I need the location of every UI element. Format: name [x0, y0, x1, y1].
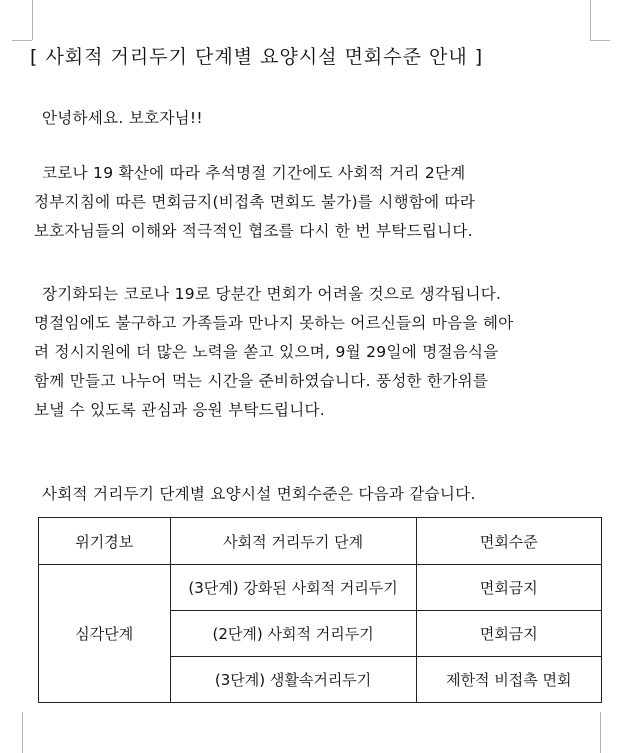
visit-level-cell: 면회금지: [416, 611, 601, 657]
greeting: 안녕하세요. 보호자님!!: [42, 109, 203, 127]
table-row: [39, 565, 602, 611]
stage-cell: (3단계) 생활속거리두기: [170, 657, 416, 703]
visit-level-cell: 제한적 비접촉 면회: [416, 657, 601, 703]
page-corner-mark: [590, 0, 601, 40]
alert-level-cell: 심각단계: [39, 565, 171, 703]
page-corner-mark: [600, 712, 601, 753]
page-corner-mark: [22, 0, 33, 40]
paragraph-line: 함께 만들고 나누어 먹는 시간을 준비하였습니다. 풍성한 한가위를: [34, 372, 489, 390]
page-corner-mark: [22, 712, 23, 753]
paragraph-line: 장기화되는 코로나 19로 당분간 면회가 어려울 것으로 생각됩니다.: [42, 285, 502, 303]
table-header-row: [39, 518, 602, 565]
paragraph-chuseok-notice: [34, 280, 514, 425]
paragraph-line: 명절임에도 불구하고 가족들과 만나지 못하는 어르신들의 마음을 헤아: [34, 314, 514, 332]
paragraph-line: 코로나 19 확산에 따라 추석명절 기간에도 사회적 거리 2단계: [42, 164, 466, 182]
paragraph-line: 보호자님들의 이해와 적극적인 협조를 다시 한 번 부탁드립니다.: [34, 222, 473, 240]
page-corner-mark: [590, 40, 610, 41]
stage-cell: (2단계) 사회적 거리두기: [170, 611, 416, 657]
paragraph-line: 정부지침에 따른 면회금지(비접촉 면회도 불가)를 시행함에 따라: [34, 193, 476, 211]
header-visit-level: 면회수준: [416, 518, 601, 565]
header-distancing-stage: 사회적 거리두기 단계: [170, 518, 416, 565]
visit-level-table: [38, 517, 602, 703]
paragraph-line: 려 정시지원에 더 많은 노력을 쏟고 있으며, 9월 29일에 명절음식을: [34, 343, 499, 361]
visit-level-cell: 면회금지: [416, 565, 601, 611]
paragraph-line: 보낼 수 있도록 관심과 응원 부탁드립니다.: [34, 401, 326, 419]
header-alert-level: 위기경보: [39, 518, 171, 565]
paragraph-covid-notice: [34, 159, 475, 246]
page-corner-mark: [12, 40, 32, 41]
table-intro: 사회적 거리두기 단계별 요양시설 면회수준은 다음과 같습니다.: [42, 485, 476, 503]
document-title: [ 사회적 거리두기 단계별 요양시설 면회수준 안내 ]: [30, 46, 484, 68]
stage-cell: (3단계) 강화된 사회적 거리두기: [170, 565, 416, 611]
